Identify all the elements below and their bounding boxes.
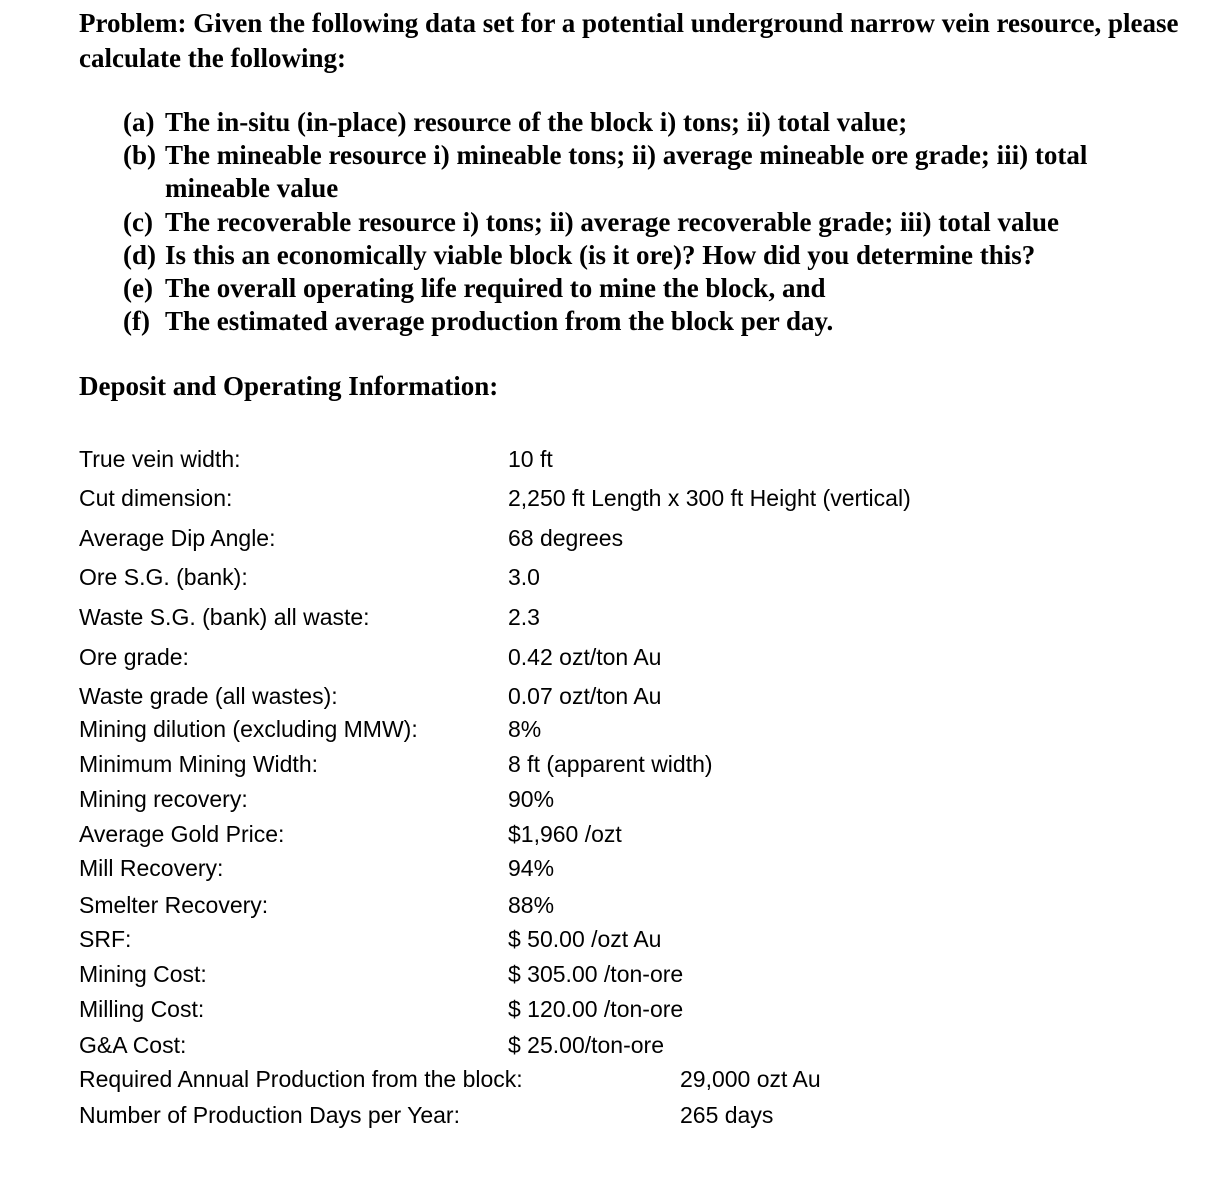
param-label: Ore S.G. (bank): xyxy=(79,564,248,590)
param-value: $1,960 /ozt xyxy=(508,821,622,847)
param-label: Cut dimension: xyxy=(79,485,233,511)
question-text: Is this an economically viable block (is it ore)? How did you determine this? xyxy=(165,240,1036,270)
question-text: The recoverable resource i) tons; ii) average recoverable grade; iii) total value xyxy=(165,207,1059,237)
param-label: Ore grade: xyxy=(79,644,189,670)
param-label: G&A Cost: xyxy=(79,1032,187,1058)
param-value: 3.0 xyxy=(508,564,540,590)
question-marker: (d) xyxy=(123,240,156,270)
question-marker: (a) xyxy=(123,107,155,137)
param-label: Average Gold Price: xyxy=(79,821,285,847)
question-marker: (b) xyxy=(123,140,156,170)
param-value: 0.07 ozt/ton Au xyxy=(508,683,662,709)
param-label: Milling Cost: xyxy=(79,996,205,1022)
question-b-continuation: mineable value xyxy=(165,173,339,203)
param-value: 8 ft (apparent width) xyxy=(508,751,713,777)
question-f xyxy=(123,306,833,337)
param-label: Smelter Recovery: xyxy=(79,892,269,918)
param-label: Mining recovery: xyxy=(79,786,248,812)
question-text: The estimated average production from the block per day. xyxy=(165,306,834,336)
question-c xyxy=(123,207,1059,238)
question-a xyxy=(123,107,907,138)
param-value: 2,250 ft Length x 300 ft Height (vertical) xyxy=(508,485,911,511)
param-value: $ 25.00/ton-ore xyxy=(508,1032,665,1058)
param-value: 68 degrees xyxy=(508,525,624,551)
question-b xyxy=(123,140,1087,171)
problem-statement: Problem: Given the following data set for a potential underground narrow vein resource, please calculate the following: xyxy=(79,8,1179,73)
param-value: 10 ft xyxy=(508,446,553,472)
param-label: Waste grade (all wastes): xyxy=(79,683,338,709)
param-label: Mining dilution (excluding MMW): xyxy=(79,716,418,742)
param-label: Average Dip Angle: xyxy=(79,525,276,551)
param-label: Mining Cost: xyxy=(79,961,207,987)
param-label: Number of Production Days per Year: xyxy=(79,1102,460,1128)
param-value: $ 50.00 /ozt Au xyxy=(508,926,662,952)
param-label: SRF: xyxy=(79,926,132,952)
question-text: The in-situ (in-place) resource of the block i) tons; ii) total value; xyxy=(165,107,908,137)
param-value: $ 120.00 /ton-ore xyxy=(508,996,684,1022)
question-marker: (e) xyxy=(123,273,153,303)
param-value: 88% xyxy=(508,892,555,918)
question-text: The overall operating life required to mine the block, and xyxy=(165,273,826,303)
question-marker: (c) xyxy=(123,207,153,237)
param-value: 90% xyxy=(508,786,555,812)
param-label: True vein width: xyxy=(79,446,241,472)
param-value: 8% xyxy=(508,716,542,742)
param-value: 0.42 ozt/ton Au xyxy=(508,644,662,670)
question-d xyxy=(123,240,1035,271)
param-label: Minimum Mining Width: xyxy=(79,751,318,777)
question-e xyxy=(123,273,826,304)
param-label: Mill Recovery: xyxy=(79,855,224,881)
question-marker: (f) xyxy=(123,306,150,336)
param-label: Required Annual Production from the block: xyxy=(79,1066,523,1092)
param-value: $ 305.00 /ton-ore xyxy=(508,961,684,987)
question-text: The mineable resource i) mineable tons; ii) average mineable ore grade; iii) total xyxy=(165,140,1088,170)
param-value: 265 days xyxy=(680,1102,774,1128)
section-heading: Deposit and Operating Information: xyxy=(79,371,499,401)
param-label: Waste S.G. (bank) all waste: xyxy=(79,604,370,630)
param-value: 2.3 xyxy=(508,604,540,630)
param-value: 29,000 ozt Au xyxy=(680,1066,821,1092)
param-value: 94% xyxy=(508,855,555,881)
